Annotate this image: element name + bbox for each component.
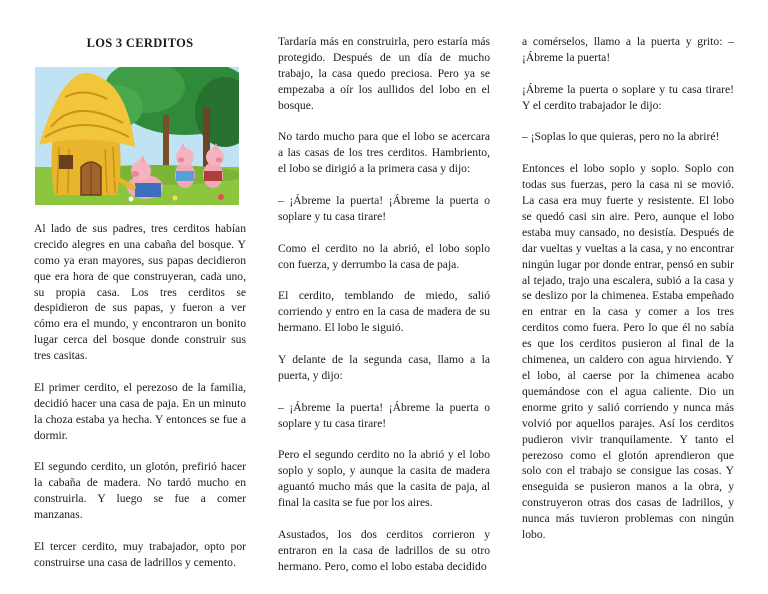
column-1 [34,34,246,587]
paragraph: Como el cerdito no la abrió, el lobo soplo con fuerza, y derrumbo la casa de paja. [278,241,490,271]
paragraph: – ¡Ábreme la puerta! ¡Ábreme la puerta o soplare y tu casa tirare! [278,194,490,223]
paragraph: Y delante de la segunda casa, llamo a la puerta, y dijo: [278,353,490,382]
paragraph: Asustados, los dos cerditos corrieron y entraron en la casa de ladrillos de su otro hermano. Pero, como el lobo estaba decidido [278,527,490,573]
paragraph: – ¡Ábreme la puerta! ¡Ábreme la puerta o soplare y tu casa tirare! [278,400,490,430]
paragraph: El tercer cerdito, muy trabajador, opto por construirse una casa de ladrillos y cemento. [34,539,246,569]
paragraph: ¡Ábreme la puerta o soplare y tu casa tirare! Y el cerdito trabajador le dijo: [522,82,734,112]
column-2 [278,34,490,591]
paragraph: Al lado de sus padres, tres cerditos habían crecido alegres en una cabaña del bosque. Y como ya eran mayores, sus papas decidieron que era hora de que construyeran, cada uno, su propia casa. Los tres cerditos se despidieron de sus papas, y fueron a ver cómo era el mundo, y encontraron un bonito lugar cerca del bosque donde construir sus tres casitas. [34,221,246,363]
paragraph: Pero el segundo cerdito no la abrió y el lobo soplo y soplo, y aunque la casita de madera aguantó mucho más que la casita de paja, al final la casita se fue por los aires. [278,448,490,510]
three-little-pigs-illustration-icon [35,67,239,205]
paragraph: No tardo mucho para que el lobo se acercara a las casas de los tres cerditos. Hambriento, el lobo se dirigió a la primera casa y dijo: [278,130,490,176]
paragraph: Tardaría más en construirla, pero estaría más protegido. Después de un día de mucho trabajo, la casa quedo preciosa. Pero ya se empezaba a oír los aullidos del lobo en el bosque. [278,35,490,112]
story-title: LOS 3 CERDITOS [86,36,194,50]
paragraph: El cerdito, temblando de miedo, salió corriendo y entro en la casa de madera de su hermano. El lobo le siguió. [278,289,490,335]
paragraph: El segundo cerdito, un glotón, prefirió hacer la cabaña de madera. No tardó mucho en construirla. Y luego se fue a comer manzanas. [34,460,246,522]
paragraph: a comérselos, llamo a la puerta y grito: – ¡Ábreme la puerta! [522,35,734,64]
paragraph: El primer cerdito, el perezoso de la familia, decidió hacer una casa de paja. En un minuto la choza estaba ya hecha. Y entonces se fue a dormir. [34,380,246,442]
paragraph: Entonces el lobo soplo y soplo. Soplo con todas sus fuerzas, pero la casa ni se movió. La casa era muy fuerte y resistente. El lobo se quedó casi sin aire. Pero, aunque el lobo estaba muy cansado, no desistía. Después de dar vueltas y vueltas a la casa, y no encontrar ningún lugar por donde entrar, pensó en subir al tejado, trajo una escalera, subió a la casa y se deslizo por la chimenea. Estaba empeñado en entrar en la casa y comer a los tres cerditos como fuera. Pero lo que él no sabía es que los cerditos pusieron al final de la chimenea, un caldero con agua hirviendo. Y el lobo, al caerse por la chimenea acabo quemándose con el agua caliente. Dio un enorme grito y salió corriendo y nunca más volvió por aquellos parajes. Así los cerditos pudieron vivir tranquilamente. Y tanto el perezoso como el glotón aprendieron que solo con el trabajo se consigue las cosas. Y enseguida se pusieron manos a la obra, y construyeron otras dos casas de ladrillos, y nunca más tuvieron problemas con ningún lobo. [522,162,734,542]
column-3 [522,34,734,559]
paragraph: – ¡Soplas lo que quieras, pero no la abriré! [522,130,720,144]
